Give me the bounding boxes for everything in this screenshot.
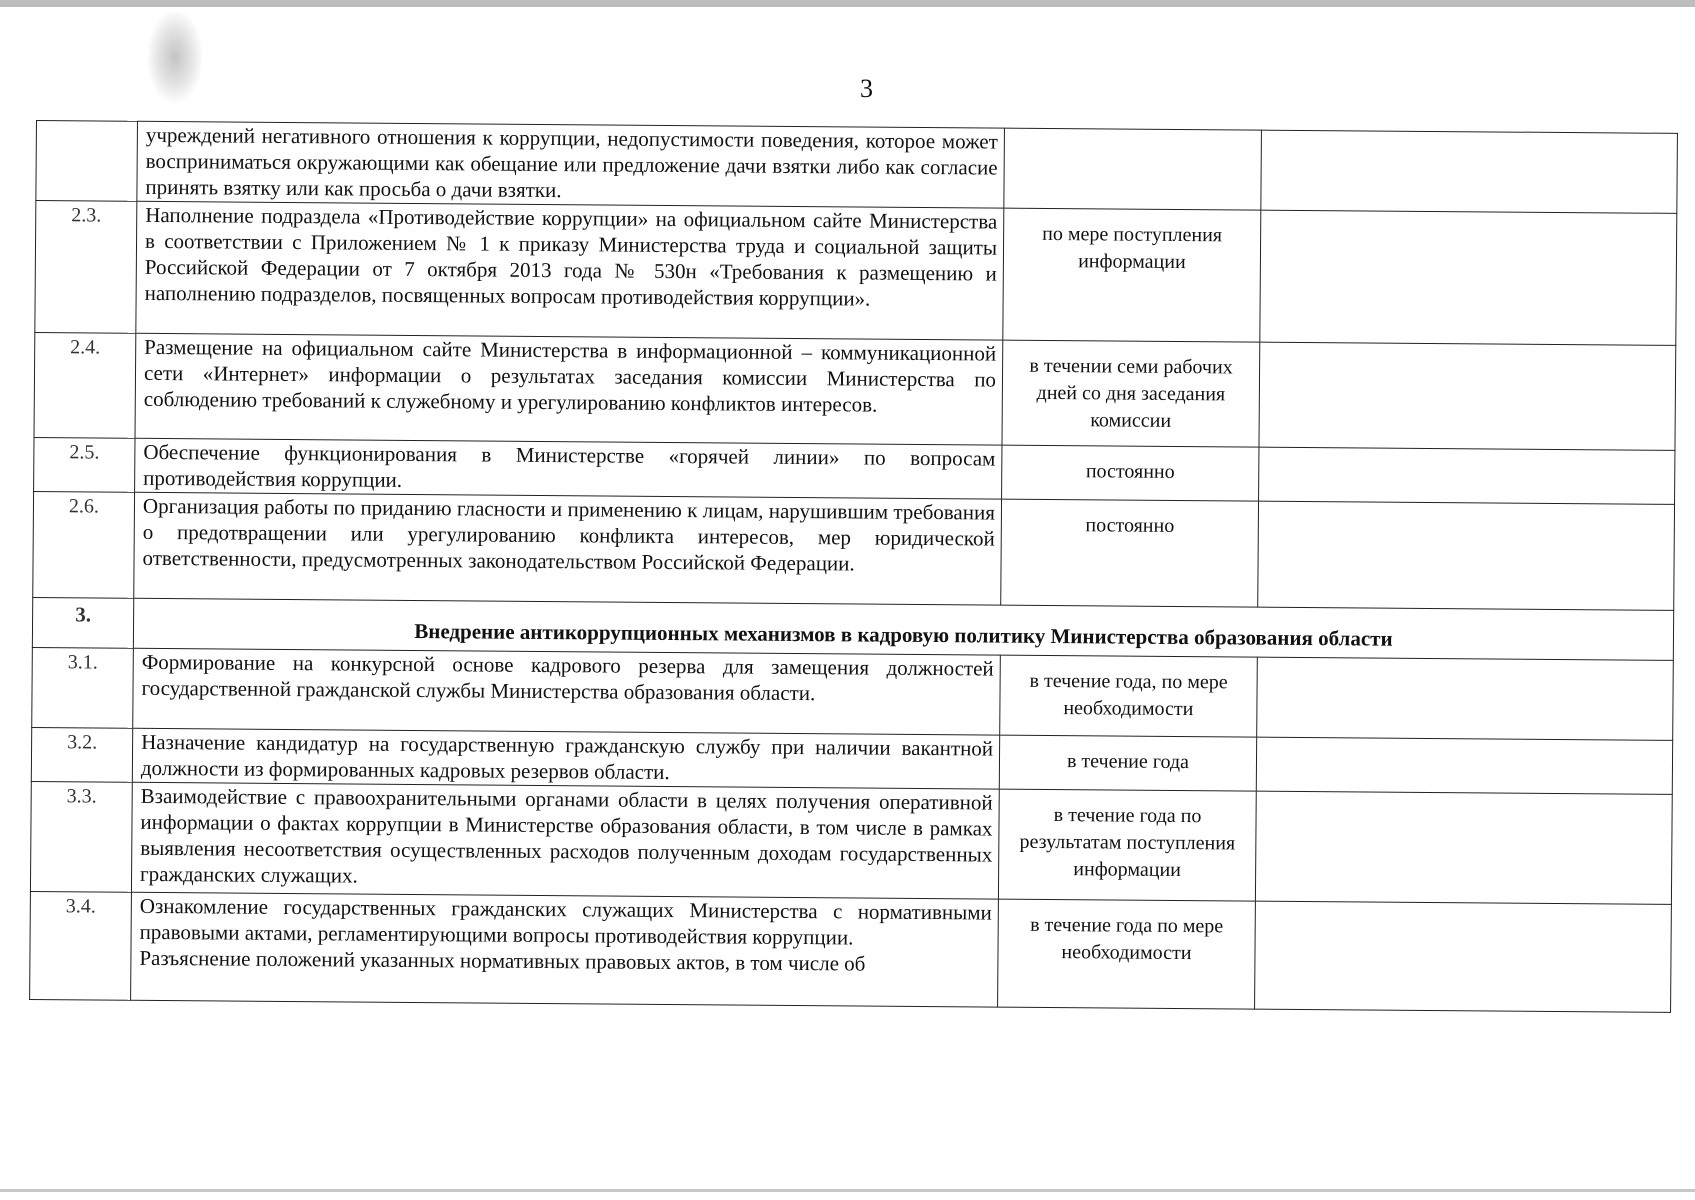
row-number-cell: 3.1. xyxy=(32,647,134,728)
row-note-cell xyxy=(1255,791,1672,904)
row-text-cell: Формирование на конкурсной основе кадрового резерва для замещения должностей государственной гражданской службы Министерства образования области. xyxy=(133,648,1001,735)
row-text-cell: Назначение кандидатур на государственную гражданскую службу при наличии вакантной должности из формированных кадровых резервов области. xyxy=(132,728,999,789)
row-note-cell xyxy=(1259,342,1676,450)
row-number-cell: 2.4. xyxy=(34,332,136,438)
row-note-cell xyxy=(1258,501,1675,610)
row-term-cell: в течении семи рабочих дней со дня заседания комиссии xyxy=(1002,340,1260,447)
row-note-cell xyxy=(1255,901,1672,1012)
table-row xyxy=(36,121,1678,214)
row-term-cell: в течение года по мере необходимости xyxy=(998,899,1256,1009)
row-term-cell: постоянно xyxy=(1001,499,1259,607)
row-number-cell: 2.5. xyxy=(34,437,135,492)
row-note-cell xyxy=(1261,130,1678,213)
section-title: Внедрение антикоррупционных механизмов в кадровую политику Министерства образования области xyxy=(133,598,1673,660)
table-row xyxy=(30,781,1672,904)
anticorruption-plan-table xyxy=(29,120,1678,1013)
row-text-cell: Организация работы по приданию гласности и применению к лицам, нарушившим требования о предотвращении или урегулированию конфликта интересов, мер юридической ответственности, предусмотренных законодательством Российской Федерации. xyxy=(134,492,1002,605)
section-number: 3. xyxy=(32,597,133,648)
row-note-cell xyxy=(1256,737,1672,794)
row-text-cell: Размещение на официальном сайте Министерства в информационной – коммуникационной сети «Интернет» информации о результатах заседания комиссии Министерства по соблюдению требований к служебному и урегулированию конфликтов интересов. xyxy=(135,333,1003,445)
table-row xyxy=(35,201,1677,346)
scan-bottom-edge xyxy=(0,1189,1695,1192)
row-text-cell: Наполнение подраздела «Противодействие коррупции» на официальном сайте Министерства в соответствии с Приложением № 1 к приказу Министерства труда и социальной защиты Российской Федерации от 7 октября 2013 года № 530н «Требования к размещению и наполнению подразделов, посвященных вопросам противодействия коррупции». xyxy=(136,201,1004,340)
scan-smudge xyxy=(148,12,202,102)
row-number-cell: 2.6. xyxy=(33,491,135,598)
scan-top-edge xyxy=(0,0,1695,7)
row-text-cell: Обеспечение функционирования в Министерстве «горячей линии» по вопросам противодействия коррупции. xyxy=(135,438,1002,499)
page-number: 3 xyxy=(860,74,873,103)
row-term-cell: в течение года, по мере необходимости xyxy=(1000,655,1258,737)
row-text-cell: Ознакомление государственных гражданских служащих Министерства с нормативными правовыми актами, регламентирующими вопросы противодействия коррупции. Разъяснение положений указанных нормативных правовых актов, в том числе об xyxy=(131,892,999,1007)
row-number-cell xyxy=(36,121,138,202)
row-text-cell: Взаимодействие с правоохранительными органами области в целях получения оперативной информации о фактах коррупции в Министерстве образования области, в том числе в рамках выявления несоответствия осуществленных расходов полученным доходам государственных гражданских служащих. xyxy=(131,782,999,899)
table-row xyxy=(33,491,1675,610)
row-note-cell xyxy=(1260,210,1677,345)
table-row xyxy=(34,332,1676,450)
row-number-cell: 2.3. xyxy=(35,201,137,334)
row-term-cell: по мере поступления информации xyxy=(1003,208,1261,342)
row-number-cell: 3.2. xyxy=(31,727,132,782)
row-term-cell: в течение года по результатам поступления информации xyxy=(998,789,1256,901)
row-note-cell xyxy=(1259,447,1675,504)
row-term-cell: в течение года xyxy=(999,735,1256,791)
row-number-cell: 3.3. xyxy=(30,781,132,892)
row-text-cell: учреждений негативного отношения к коррупции, недопустимости поведения, которое может восприниматься окружающими как обещание или предложение дачи взятки либо как согласие принять взятку или как просьба о дачи взятки. xyxy=(137,121,1005,208)
row-number-cell: 3.4. xyxy=(30,891,132,1000)
table-row xyxy=(30,891,1672,1012)
row-note-cell xyxy=(1257,657,1674,740)
row-term-cell xyxy=(1004,128,1262,210)
table-row xyxy=(32,647,1674,740)
row-term-cell: постоянно xyxy=(1002,445,1259,501)
